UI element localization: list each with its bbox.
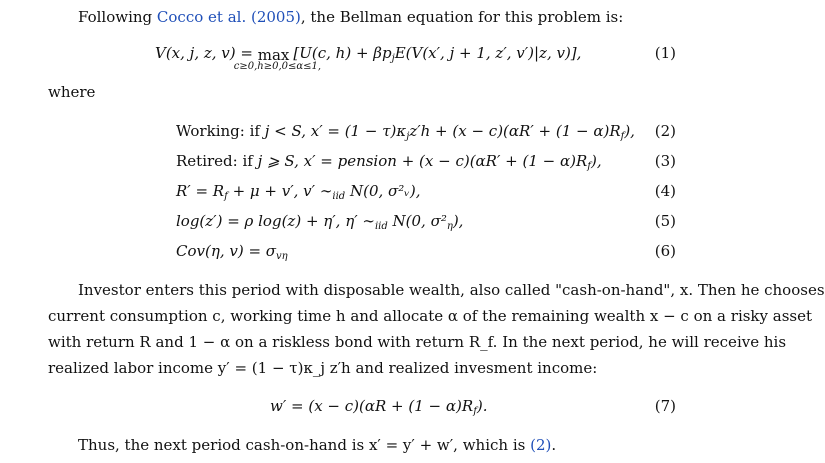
equation-row <box>0 182 690 204</box>
equation-row <box>0 122 690 144</box>
equation-end: ), <box>624 122 635 140</box>
equation-number: (6) <box>654 242 676 260</box>
equation-math-after: z′h + (x − c)(αR′ + (1 − α)R <box>409 122 621 140</box>
equation-math: j ⩾ S, x′ = pension + (x − c)(αR′ + (1 − α)R <box>257 152 588 170</box>
equation-number: (4) <box>654 182 676 200</box>
equation-row <box>0 212 690 234</box>
bellman-formula <box>155 44 582 72</box>
equation-number: (2) <box>654 122 676 140</box>
wealth-math: w′ = (x − c)(αR + (1 − α)R <box>270 397 474 415</box>
equation-label: Retired: if <box>176 152 258 170</box>
wealth-sub: f <box>473 406 477 417</box>
intro-sentence <box>48 4 678 31</box>
paragraph-line: realized labor income y′ = (1 − τ)κ_j z′h and realized invesment income: <box>48 359 598 377</box>
max-word: max <box>257 46 290 64</box>
where-label: where <box>48 83 96 101</box>
citation-link[interactable]: Cocco et al. (2005) <box>156 8 301 26</box>
intro-prefix: Following <box>78 8 157 26</box>
intro-suffix: , the Bellman equation for this problem is: <box>300 8 624 26</box>
equation-number: (7) <box>654 397 676 415</box>
paragraph-line: current consumption c, working time h and allocate α of the remaining wealth x − c on a risky asset <box>48 307 813 325</box>
equation-math: Cov(η, v) = σ <box>176 242 277 260</box>
equation-row <box>0 242 690 264</box>
bellman-equation <box>0 44 690 72</box>
equation-formula <box>176 182 421 202</box>
bellman-rhs: [U(c, h) + βp <box>293 44 392 62</box>
equation-math: R′ = R <box>176 182 225 200</box>
equation-label: Working: if <box>176 122 265 140</box>
wealth-formula <box>270 397 488 417</box>
equation-formula <box>176 212 463 232</box>
equation-math: log(z′) = ρ log(z) + η′, η′ ∼ <box>176 212 375 230</box>
equation-formula <box>176 242 288 262</box>
wealth-equation <box>0 397 690 419</box>
paragraph-line: Investor enters this period with disposable wealth, also called "cash-on-hand", x. Then he chooses <box>78 281 825 299</box>
equation-math-after: + μ + v′, v′ ∼ <box>227 182 333 200</box>
equation-row <box>0 152 690 174</box>
bellman-lhs: V(x, j, z, v) = <box>155 44 258 62</box>
closing-suffix: . <box>551 436 557 454</box>
wealth-end: ). <box>476 397 488 415</box>
max-operator <box>233 46 322 72</box>
equation-sub: j <box>406 131 410 142</box>
equation-formula <box>176 152 602 172</box>
equation-sub-2: iid <box>332 191 346 202</box>
equation-sub: vη <box>276 251 288 262</box>
equation-number: (1) <box>654 44 676 62</box>
equation-math-after: ), <box>590 152 602 170</box>
closing-prefix: Thus, the next period cash-on-hand is x′ = y′ + w′, which is <box>78 436 531 454</box>
equation-math: j < S, x′ = (1 − τ)κ <box>264 122 407 140</box>
equation-reference-link[interactable]: (2) <box>530 436 552 454</box>
equation-end: ), <box>452 212 464 230</box>
equation-number: (5) <box>654 212 676 230</box>
equation-formula <box>176 122 635 142</box>
equation-sub: iid <box>374 221 388 232</box>
equation-sub: f <box>587 161 591 172</box>
equation-math-after: N(0, σ² <box>387 212 447 230</box>
bellman-rhs-sub: j <box>391 53 395 64</box>
equation-sub-2: η <box>446 221 453 232</box>
closing-sentence <box>48 432 678 459</box>
equation-number: (3) <box>654 152 676 170</box>
equation-end: N(0, σ²ᵥ), <box>345 182 421 200</box>
paragraph-line: with return R and 1 − α on a riskless bond with return R_f. In the next period, he will receive his <box>48 333 787 351</box>
max-constraints: c≥0,h≥0,0≤α≤1, <box>233 61 322 72</box>
equation-sub-2: f <box>620 131 625 142</box>
equation-sub: f <box>224 191 228 202</box>
bellman-rhs-rest: E(V(x′, j + 1, z′, v′)|z, v)], <box>394 44 582 62</box>
